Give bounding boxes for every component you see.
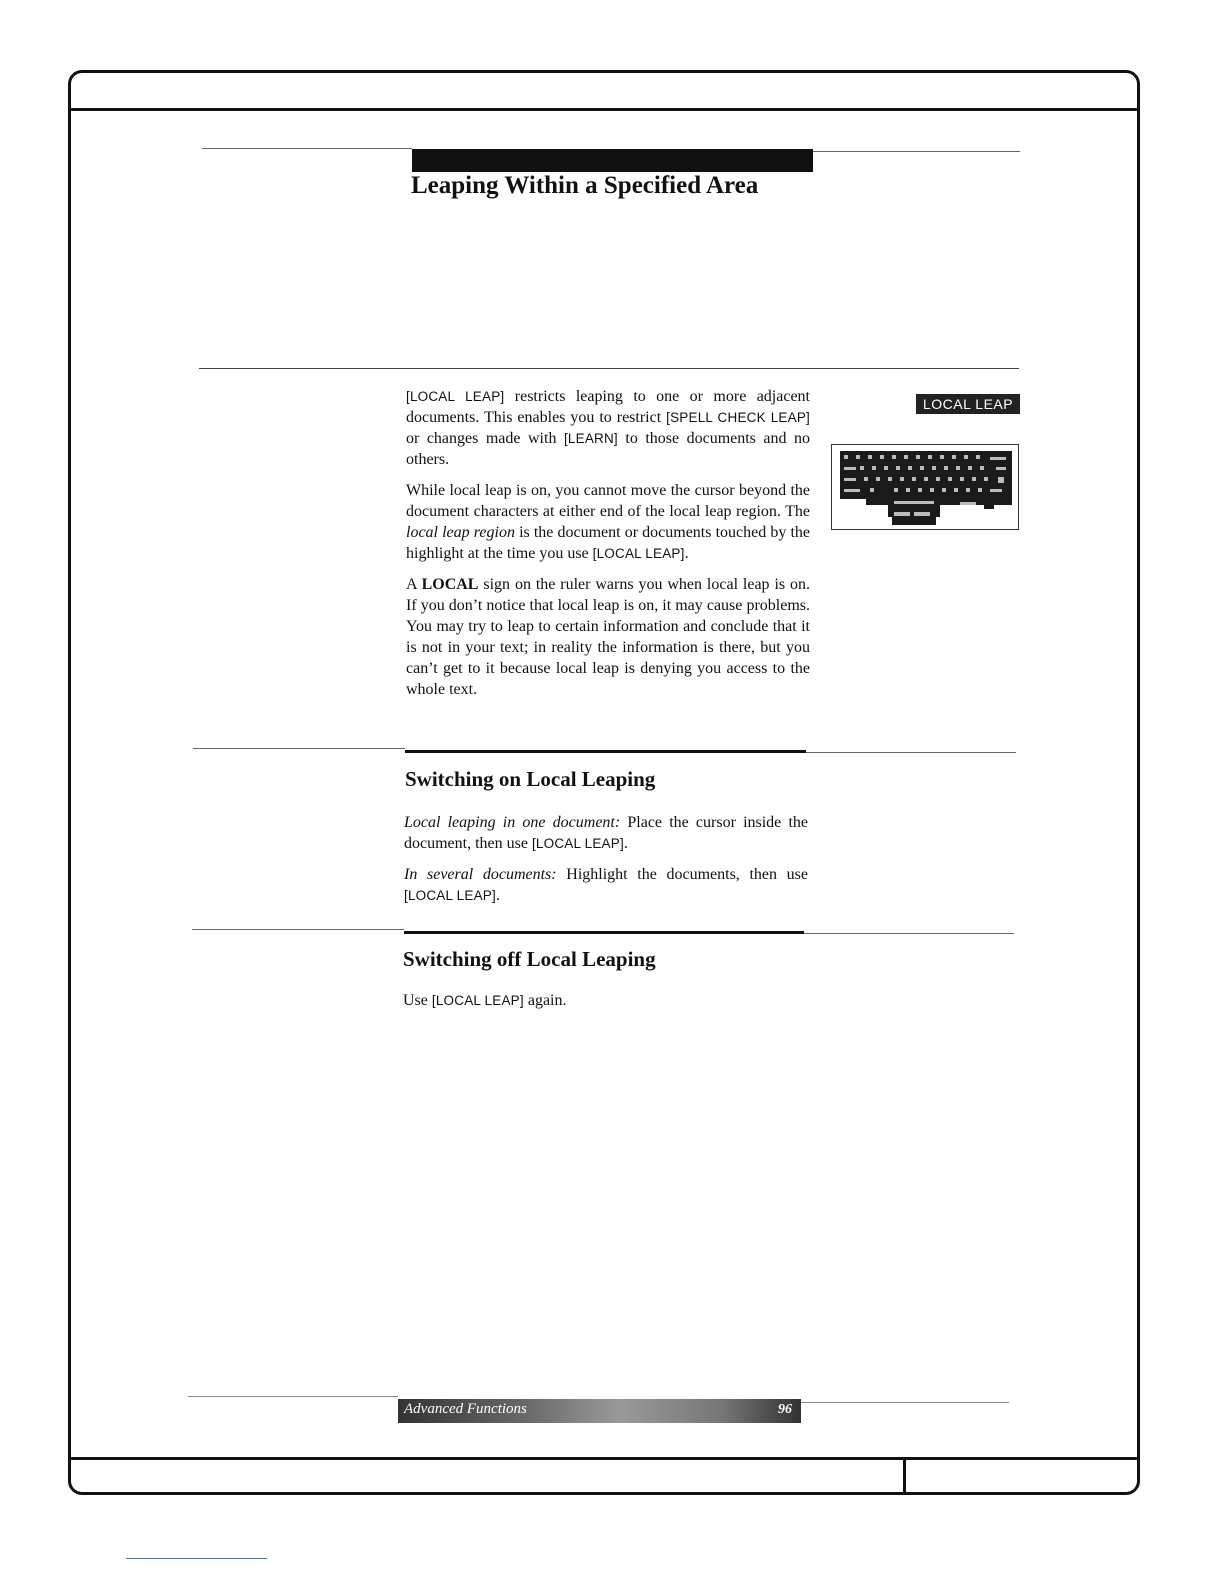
intro-paragraph-3: A LOCAL sign on the ruler warns you when local leap is on. If you don’t notice that local leap is on, it may cause problems. You may try to leap to certain information and conclude that it is not in your text; in reality the information is there, but you can’t get to it because local leap is denying you access to the whole text. [406,576,811,698]
section-on-rule-left [193,748,405,749]
header-thin-rule-right [813,151,1020,152]
key-local-leap: [LOCAL LEAP] [592,546,685,561]
key-spell-check-leap: [SPELL CHECK LEAP] [666,410,810,425]
section-on-rule-right [806,752,1016,753]
section-off-paragraph: Use [LOCAL LEAP] again. [403,992,567,1009]
keyboard-icon [832,445,1018,529]
bottom-underline [126,1558,267,1559]
frame-bottom-rule [68,1457,1140,1460]
intro-text [406,386,810,710]
section-off-rule-left [192,929,404,930]
frame-bottom-divider [903,1457,906,1495]
frame-top-rule [68,108,1140,111]
section-off-heading: Switching off Local Leaping [403,947,656,971]
section-on-heading: Switching on Local Leaping [405,767,656,791]
section-on-paragraph-2: In several documents: Highlight the documents, then use [LOCAL LEAP]. [404,866,809,904]
section-off-bar [404,931,804,934]
intro-rule [199,368,1019,369]
local-leap-key-label: LOCAL LEAP [916,394,1020,414]
key-local-leap: [LOCAL LEAP] [406,389,505,404]
term-local-leap-region: local leap region [406,524,515,541]
keyboard-illustration [831,444,1019,530]
footer-page-number: 96 [778,1402,792,1417]
page-title: Leaping Within a Specified Area [411,172,759,199]
footer-rule-left [188,1396,398,1397]
key-local-leap: [LOCAL LEAP] [431,993,524,1008]
header-thin-rule-left [202,148,412,149]
header-thick-bar [412,149,813,172]
section-off-text [403,990,807,1021]
section-on-text [404,812,808,916]
key-local-leap: [LOCAL LEAP] [531,836,624,851]
footer-rule-right [801,1402,1009,1403]
section-off-rule-right [804,933,1014,934]
section-on-paragraph-1: Local leaping in one document: Place the cursor inside the document, then use [LOCAL LEAP]. [404,814,808,852]
key-local-leap: [LOCAL LEAP] [404,888,496,903]
intro-paragraph-2: While local leap is on, you cannot move the cursor beyond the document characters at either end of the local leap region. The local leap region is the document or documents touched by the highlight at the time you use [LOCAL LEAP]. [406,482,811,562]
section-on-bar [405,750,806,753]
intro-paragraph-1: [LOCAL LEAP] restricts leaping to one or more adjacent documents. This enables you to restrict [SPELL CHECK LEAP] or changes made with [LEARN] to those documents and no others. [406,388,811,468]
footer-section-title: Advanced Functions [404,1401,527,1417]
key-learn: [LEARN] [563,431,618,446]
local-sign: LOCAL [421,576,479,593]
